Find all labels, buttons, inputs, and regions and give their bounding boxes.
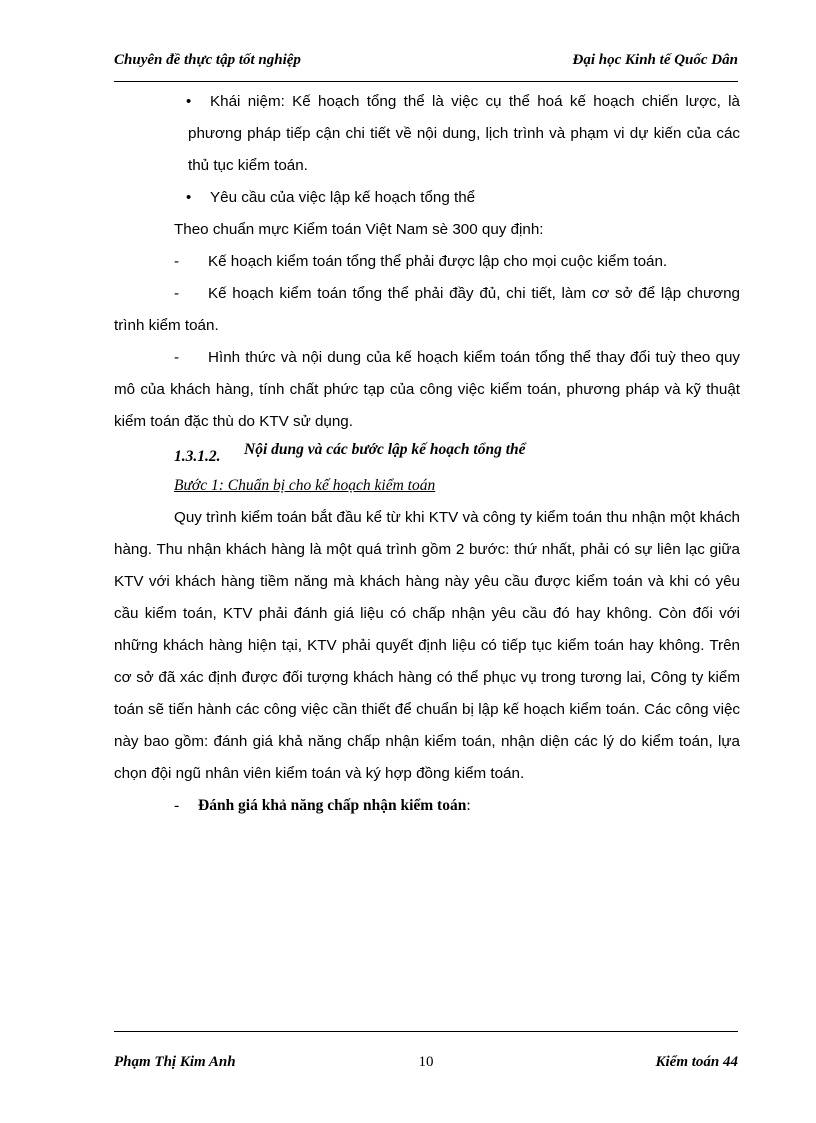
section-title: Nội dung và các bước lập kế hoạch tổng thể [244,441,526,458]
requirement-item [114,246,740,278]
bullet-requirements-text: Yêu cầu của việc lập kế hoạch tổng thể [210,189,476,206]
footer-divider [114,1031,738,1032]
page-footer [114,1054,738,1076]
sub-heading-text: Đánh giá khả năng chấp nhận kiểm toán [198,797,467,814]
page-number: 10 [418,1054,434,1070]
requirement-text: Kế hoạch kiểm toán tổng thể phải đầy đủ, chi tiết, làm cơ sở để lập chương trình kiểm toán. [114,285,740,334]
dash-marker: - [174,349,180,366]
footer-class: Kiểm toán 44 [655,1054,738,1070]
step-heading: Bước 1: Chuẩn bị cho kế hoạch kiểm toán [174,477,436,494]
page-header [114,52,738,74]
standard-intro: Theo chuẩn mực Kiểm toán Việt Nam sè 300 quy định: [174,221,544,238]
header-divider [114,81,738,82]
bullet-concept-text: Khái niệm: Kế hoạch tổng thể là việc cụ thể hoá kế hoạch chiến lược, là phương pháp tiếp cận chi tiết về nội dung, lịch trình và phạm vi dự kiến của các thủ tục kiểm toán. [188,93,740,174]
bullet-concept [114,86,740,182]
dash-marker: - [174,285,180,302]
requirement-item [114,342,740,438]
requirement-text: Kế hoạch kiểm toán tổng thể phải được lập cho mọi cuộc kiểm toán. [208,253,668,270]
footer-author: Phạm Thị Kim Anh [114,1054,236,1070]
requirement-item [114,278,740,342]
sub-heading [114,790,740,822]
section-heading [114,438,740,470]
sub-heading-colon: : [466,797,471,814]
bullet-requirements [114,182,740,214]
header-right-title: Đại học Kinh tế Quốc Dân [572,52,738,68]
body-paragraph: Quy trình kiểm toán bắt đầu kể từ khi KTV và công ty kiểm toán thu nhận một khách hàng. Thu nhận khách hàng là một quá trình gồm 2 bước: thứ nhất, phải có sự liên lạc giữa KTV với khách hàng tiềm năng mà khách hàng này yêu cầu được kiểm toán và khi có yêu cầu kiểm toán, KTV phải đánh giá liệu có chấp nhận yêu cầu đó hay không. Còn đối với những khách hàng hiện tại, KTV phải quyết định liệu có tiếp tục kiểm toán hay không. Trên cơ sở đã xác định được đối tượng khách hàng có thể phục vụ trong tương lai, Công ty kiểm toán sẽ tiến hành các công việc cần thiết để chuẩn bị lập kế hoạch kiểm toán. Các công việc này bao gồm: đánh giá khả năng chấp nhận kiểm toán, nhận diện các lý do kiểm toán, lựa chọn đội ngũ nhân viên kiểm toán và ký hợp đồng kiểm toán. [114,509,740,782]
section-number: 1.3.1.2. [174,448,221,465]
dash-marker: - [174,797,180,814]
requirement-text: Hình thức và nội dung của kế hoạch kiểm toán tổng thể thay đổi tuỳ theo quy mô của khách hàng, tính chất phức tạp của công việc kiểm toán, phương pháp và kỹ thuật kiểm toán đặc thù do KTV sử dụng. [114,349,740,430]
page-body [114,86,740,822]
dash-marker: - [174,253,180,270]
header-left-title: Chuyên đề thực tập tốt nghiệp [114,52,301,68]
